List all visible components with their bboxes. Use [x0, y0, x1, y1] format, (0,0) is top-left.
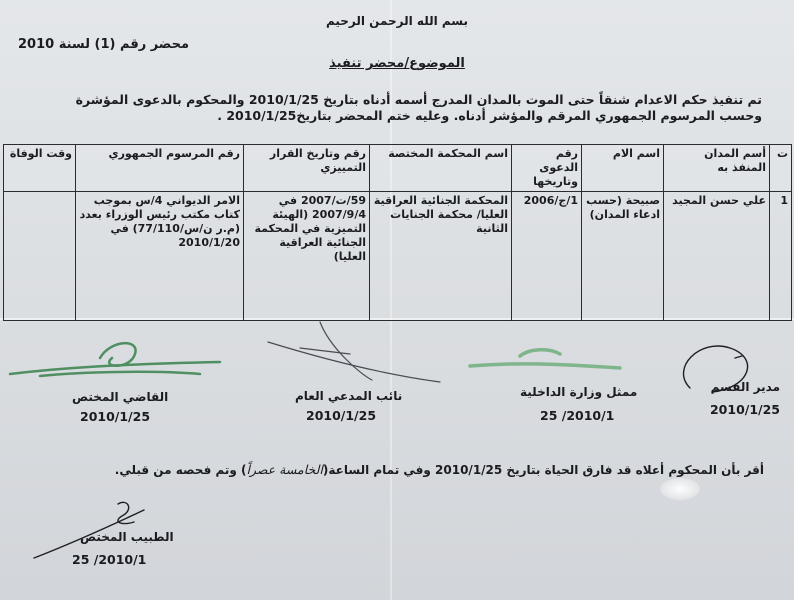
judge-date: 2010/1/25: [80, 409, 151, 424]
table-row: [4, 192, 792, 321]
judge-signature-icon: [10, 343, 220, 376]
director-date: 2010/1/25: [709, 402, 780, 417]
prosecutor-title: نائب المدعي العام: [295, 389, 403, 403]
header-case-number: رقم الدعوى وتاريخها: [512, 145, 582, 192]
subject-line: الموضوع/محضر تنفيذ: [329, 56, 465, 71]
header-appeal-decision: رقم وتاريخ القرار التمييزي: [244, 145, 370, 192]
statement-line-1: تم تنفيذ حكم الاعدام شنقاً حتى الموت بالمدان المدرج أسمه أدناه بتاريخ 2010/1/25 والمحكوم بالدعوى المؤشرة: [75, 92, 762, 107]
photo-glare: [660, 478, 700, 500]
death-confirmation: [115, 462, 764, 477]
cell-court-name: المحكمة الجنائية العراقية العليا/ محكمة الجنايات الثانية: [370, 192, 512, 321]
death-confirmation-prefix: أقر بأن المحكوم أعلاه قد فارق الحياة بتاريخ 2010/1/25 وفي تمام الساعة(: [322, 463, 764, 477]
death-confirmation-suffix: ) وتم فحصه من قبلي.: [114, 463, 247, 477]
director-title: مدير القسم: [710, 380, 780, 394]
doctor-date: 2010/1/ 25: [72, 552, 147, 567]
execution-statement: [32, 92, 762, 124]
cell-time-of-death: [4, 192, 76, 321]
cell-mother-name: صبيحة (حسب ادعاء المدان): [582, 192, 664, 321]
cell-case-number: 1/ج/2006: [512, 192, 582, 321]
header-court-name: اسم المحكمة المختصة: [370, 145, 512, 192]
judge-title: القاضي المختص: [72, 390, 169, 404]
doctor-title: الطبيب المختص: [80, 530, 174, 544]
table-header-row: [4, 145, 792, 192]
cell-appeal-decision: 59/ت/2007 في 2007/9/4 (الهيئة التميزية في المحكمة الجنائية العراقية العليا): [244, 192, 370, 321]
header-time-of-death: وقت الوفاة: [4, 145, 76, 192]
statement-line-2: وحسب المرسوم الجمهوري المرقم والمؤشر أدناه. وعليه ختم المحضر بتاريخ2010/1/25 .: [217, 108, 762, 123]
execution-table: [3, 144, 792, 321]
interior-ministry-signature-icon: [470, 350, 620, 368]
record-number: محضر رقم (1) لسنة 2010: [18, 37, 190, 52]
header-convict-name: أسم المدان المنفذ به: [664, 145, 770, 192]
handwritten-time: الخامسة عصراً: [246, 462, 323, 477]
header-mother-name: اسم الام: [582, 145, 664, 192]
prosecutor-date: 2010/1/25: [306, 408, 377, 423]
basmala-heading: بسم الله الرحمن الرحيم: [325, 14, 469, 28]
prosecutor-signature-icon: [268, 322, 440, 382]
header-seq: ت: [770, 145, 792, 192]
interior-ministry-date: 2010/1/ 25: [540, 408, 615, 423]
interior-ministry-title: ممثل وزارة الداخلية: [520, 385, 638, 399]
signature-strokes: [0, 318, 794, 398]
cell-decree-number: الامر الديواني 4/س بموجب كتاب مكتب رئيس الوزراء بعدد (م.ر ن/س/77/110) في 2010/1/20: [76, 192, 244, 321]
header-decree-number: رقم المرسوم الجمهوري: [76, 145, 244, 192]
cell-convict-name: علي حسن المجيد: [664, 192, 770, 321]
cell-seq: 1: [770, 192, 792, 321]
